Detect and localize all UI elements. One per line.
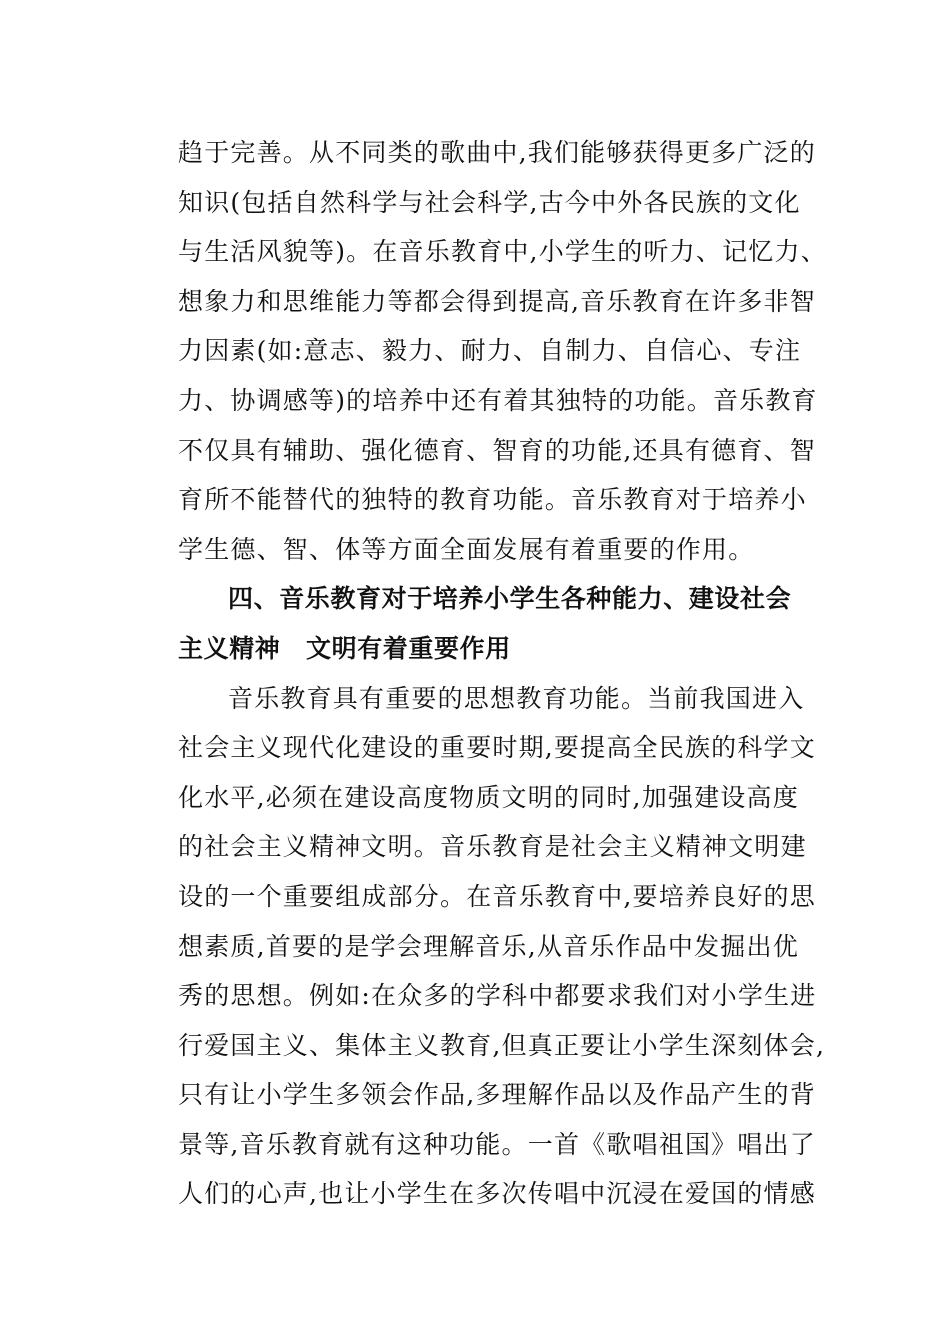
section-heading-line: 主义精神 文明有着重要作用 (178, 633, 511, 663)
paragraph-line: 想素质,首要的是学会理解音乐,从音乐作品中发掘出优 (178, 931, 799, 961)
paragraph-line: 只有让小学生多领会作品,多理解作品以及作品产生的背 (178, 1080, 816, 1110)
paragraph-line: 景等,音乐教育就有这种功能。一首《歌唱祖国》唱出了 (178, 1129, 816, 1159)
paragraph-line: 人们的心声,也让小学生在多次传唱中沉浸在爱国的情感 (178, 1179, 816, 1209)
paragraph-line: 设的一个重要组成部分。在音乐教育中,要培养良好的思 (178, 881, 816, 911)
paragraph-line: 与生活风貌等)。在音乐教育中,小学生的听力、记忆力、 (178, 237, 827, 267)
paragraph-line: 音乐教育具有重要的思想教育功能。当前我国进入 (228, 683, 805, 713)
section-heading-line: 四、音乐教育对于培养小学生各种能力、建设社会 (228, 584, 792, 614)
paragraph-line: 社会主义现代化建设的重要时期,要提高全民族的科学文 (178, 733, 816, 763)
paragraph-line: 趋于完善。从不同类的歌曲中,我们能够获得更多广泛的 (178, 138, 816, 167)
paragraph-line: 秀的思想。例如:在众多的学科中都要求我们对小学生进 (178, 981, 817, 1011)
paragraph-line: 学生德、智、体等方面全面发展有着重要的作用。 (178, 534, 755, 564)
paragraph-line: 力、协调感等)的培养中还有着其独特的功能。音乐教育 (178, 385, 818, 415)
paragraph-line: 想象力和思维能力等都会得到提高,音乐教育在许多非智 (178, 286, 816, 316)
paragraph-line: 不仅具有辅助、强化德育、智育的功能,还具有德育、智 (178, 435, 816, 465)
paragraph-line: 化水平,必须在建设高度物质文明的同时,加强建设高度 (178, 782, 799, 812)
paragraph-line: 的社会主义精神文明。音乐教育是社会主义精神文明建 (178, 832, 807, 862)
paragraph-line: 知识(包括自然科学与社会科学,古今中外各民族的文化 (178, 187, 801, 217)
paragraph-line: 力因素(如:意志、毅力、耐力、自制力、自信心、专注 (178, 336, 802, 366)
paragraph-line: 行爱国主义、集体主义教育,但真正要让小学生深刻体会, (178, 1030, 826, 1060)
document-body (178, 128, 838, 1219)
paragraph-line: 育所不能替代的独特的教育功能。音乐教育对于培养小 (178, 485, 807, 515)
